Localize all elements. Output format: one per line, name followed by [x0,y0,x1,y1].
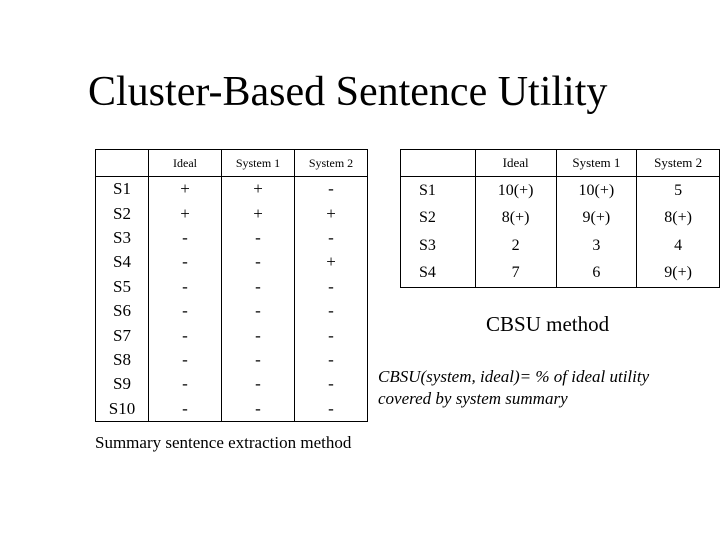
header-cell [401,150,476,177]
table-cell: - [222,250,295,274]
cbsu-formula [378,366,649,410]
table-cell: 2 [475,232,556,260]
row-label: S3 [113,227,131,247]
table-cell: + [149,177,222,202]
table-cell: + [222,177,295,202]
table-row [401,205,720,233]
table-cell: - [149,372,222,396]
header-cell: System 1 [556,150,637,177]
table-cell: - [295,299,368,323]
cbsu-caption: CBSU method [486,312,610,336]
table-row [96,348,368,372]
table-cell: + [295,201,368,225]
table-cell: - [222,372,295,396]
table-header-row [96,150,368,177]
header-cell [96,150,149,177]
table-cell: - [295,348,368,372]
formula-line: CBSU(system, ideal)= % of ideal utility [378,367,650,386]
row-label: S9 [113,374,131,394]
row-label: S6 [113,301,131,321]
header-cell: System 2 [637,150,720,177]
table-cell: + [222,201,295,225]
table-cell: - [295,397,368,422]
table-row [96,323,368,347]
row-label: S4 [419,264,436,282]
page-title: Cluster-Based Sentence Utility [88,69,608,115]
table-row [96,201,368,225]
table-cell: 10(+) [475,177,556,205]
row-label: S4 [113,252,131,272]
table-cell: - [295,226,368,250]
table-cell: - [149,323,222,347]
table-cell: - [222,275,295,299]
table-header-row [401,150,720,177]
cbsu-table [400,149,720,288]
table-cell: 4 [637,232,720,260]
header-cell: System 2 [295,150,368,177]
row-label: S2 [419,209,436,227]
extraction-table [95,149,368,422]
table-cell: - [295,177,368,202]
table-row [401,232,720,260]
table-cell: - [149,250,222,274]
table-cell: + [149,201,222,225]
table-row [96,275,368,299]
table-cell: - [222,323,295,347]
table-cell: - [222,397,295,422]
table-cell: 8(+) [475,205,556,233]
table-cell: + [295,250,368,274]
table-cell: - [295,275,368,299]
table-cell: - [222,299,295,323]
table-row [96,299,368,323]
table-row [401,177,720,205]
table-cell: - [149,275,222,299]
row-label: S1 [113,179,131,199]
row-label: S1 [419,181,436,199]
row-label: S7 [113,325,131,345]
table-row [96,397,368,422]
table-cell: - [149,348,222,372]
table-row [96,226,368,250]
table-cell: 9(+) [556,205,637,233]
formula-line: covered by system summary [378,389,568,408]
table-cell: - [149,397,222,422]
row-label: S10 [108,398,136,418]
table-cell: - [295,323,368,347]
table-cell: 3 [556,232,637,260]
header-cell: System 1 [222,150,295,177]
table-row [401,260,720,288]
table-cell: 7 [475,260,556,288]
header-cell: Ideal [475,150,556,177]
table-cell: 8(+) [637,205,720,233]
header-cell: Ideal [149,150,222,177]
row-label: S8 [113,349,131,369]
table-cell: 5 [637,177,720,205]
row-label: S3 [419,236,436,254]
table-cell: - [149,226,222,250]
row-label: S5 [113,276,131,296]
table-cell: - [222,348,295,372]
table-cell: 10(+) [556,177,637,205]
table-row [96,250,368,274]
table-row [96,372,368,396]
table-cell: - [295,372,368,396]
table-cell: - [222,226,295,250]
table-row [96,177,368,202]
extraction-caption: Summary sentence extraction method [95,433,352,452]
table-cell: 9(+) [637,260,720,288]
table-cell: - [149,299,222,323]
row-label: S2 [113,203,131,223]
table-cell: 6 [556,260,637,288]
